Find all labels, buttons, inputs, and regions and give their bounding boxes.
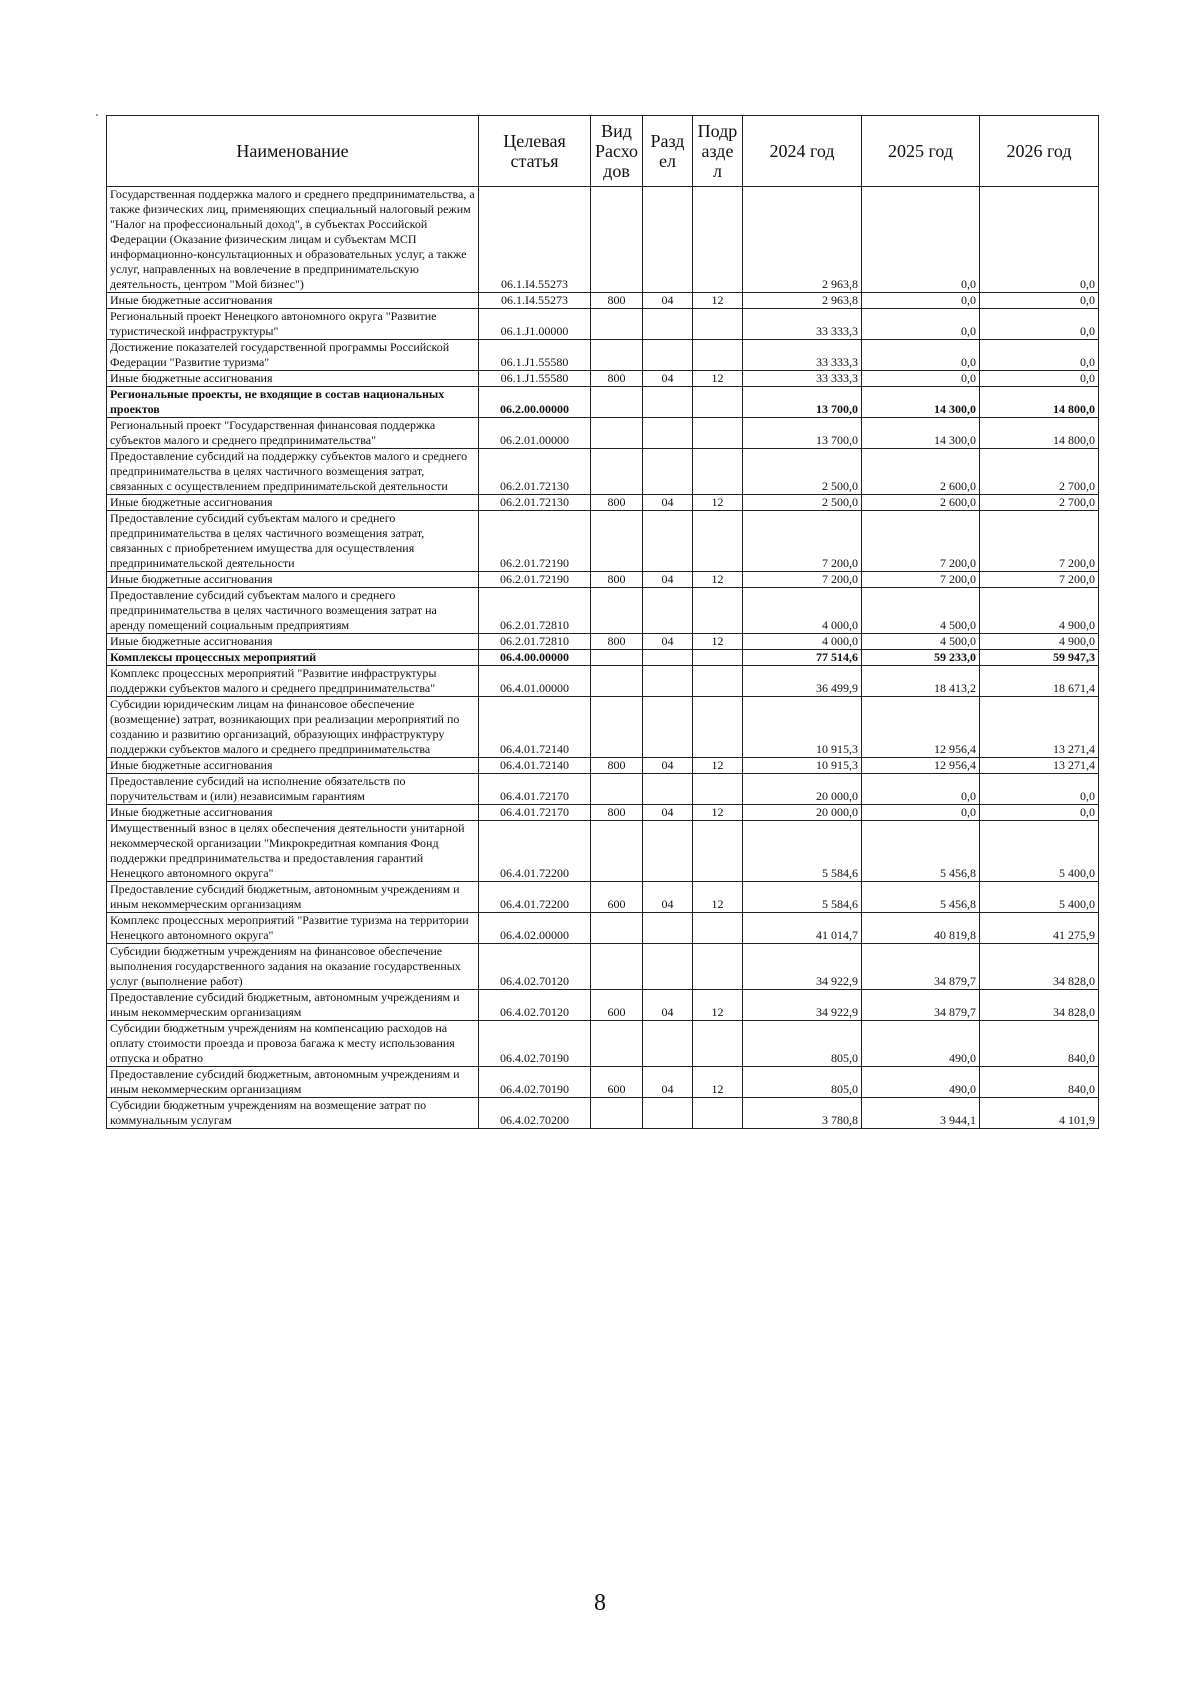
row-name: Имущественный взнос в целях обеспечения деятельности унитарной некоммерческой организации "Микрокредитная компания Фонд поддержки предпринимательства и предоставления гарантий Ненецкого автономного округа" [107,821,479,882]
row-name: Комплексы процессных мероприятий [107,650,479,666]
row-value-2025: 490,0 [862,1021,980,1067]
row-expense-type: 800 [591,495,643,511]
row-section: 04 [643,1067,693,1098]
row-subsection [693,418,743,449]
header-section: Разд ел [643,116,693,187]
row-expense-type [591,309,643,340]
row-section [643,1021,693,1067]
row-subsection [693,913,743,944]
row-name: Предоставление субсидий бюджетным, автономным учреждениям и иным некоммерческим организациям [107,882,479,913]
row-subsection [693,309,743,340]
row-target-code: 06.4.01.72200 [479,821,591,882]
row-value-2024: 77 514,6 [743,650,862,666]
row-value-2026: 0,0 [980,187,1099,293]
row-expense-type: 800 [591,758,643,774]
row-subsection: 12 [693,495,743,511]
row-value-2026: 0,0 [980,805,1099,821]
row-value-2025: 0,0 [862,340,980,371]
row-name: Предоставление субсидий бюджетным, автономным учреждениям и иным некоммерческим организациям [107,1067,479,1098]
row-subsection [693,387,743,418]
row-expense-type: 800 [591,293,643,309]
table-row [107,882,1099,913]
row-value-2025: 3 944,1 [862,1098,980,1129]
row-section [643,774,693,805]
row-section: 04 [643,371,693,387]
row-value-2024: 33 333,3 [743,309,862,340]
row-value-2024: 2 963,8 [743,187,862,293]
table-row [107,650,1099,666]
row-value-2025: 59 233,0 [862,650,980,666]
row-expense-type [591,697,643,758]
header-2026: 2026 год [980,116,1099,187]
row-value-2025: 12 956,4 [862,758,980,774]
row-subsection [693,1098,743,1129]
row-value-2024: 3 780,8 [743,1098,862,1129]
table-row [107,340,1099,371]
row-expense-type [591,944,643,990]
row-value-2024: 20 000,0 [743,805,862,821]
row-target-code: 06.1.J1.55580 [479,371,591,387]
row-target-code: 06.4.01.72140 [479,758,591,774]
row-section: 04 [643,758,693,774]
row-name: Региональный проект Ненецкого автономного округа "Развитие туристической инфраструктуры" [107,309,479,340]
row-section: 04 [643,495,693,511]
row-value-2026: 34 828,0 [980,944,1099,990]
row-value-2024: 4 000,0 [743,588,862,634]
header-name: Наименование [107,116,479,187]
row-target-code: 06.4.01.72170 [479,805,591,821]
row-target-code: 06.2.01.72810 [479,634,591,650]
row-value-2025: 0,0 [862,309,980,340]
table-row [107,449,1099,495]
row-target-code: 06.4.01.72140 [479,697,591,758]
table-row [107,944,1099,990]
row-name: Иные бюджетные ассигнования [107,805,479,821]
row-value-2026: 18 671,4 [980,666,1099,697]
table-row [107,697,1099,758]
row-value-2024: 10 915,3 [743,758,862,774]
row-value-2025: 2 600,0 [862,449,980,495]
row-value-2026: 41 275,9 [980,913,1099,944]
row-target-code: 06.4.01.00000 [479,666,591,697]
table-row [107,821,1099,882]
row-value-2024: 7 200,0 [743,572,862,588]
scan-mark [96,114,98,116]
row-value-2026: 840,0 [980,1021,1099,1067]
row-section [643,309,693,340]
row-value-2026: 13 271,4 [980,758,1099,774]
table-row [107,805,1099,821]
row-subsection: 12 [693,634,743,650]
row-expense-type: 800 [591,805,643,821]
row-target-code: 06.2.01.72810 [479,588,591,634]
row-name: Достижение показателей государственной программы Российской Федерации "Развитие туризма" [107,340,479,371]
row-value-2025: 12 956,4 [862,697,980,758]
row-subsection [693,650,743,666]
row-section [643,418,693,449]
header-2025: 2025 год [862,116,980,187]
row-name: Государственная поддержка малого и среднего предпринимательства, а также физических лиц, применяющих специальный налоговый режим "Налог на профессиональный доход", в субъектах Российской Федерации (Оказание физическим лицам и субъектам МСП информационно-консультационных и образовательных услуг, а также услуг, направленных на вовлечение в предпринимательскую деятельность, центром "Мой бизнес") [107,187,479,293]
row-value-2025: 490,0 [862,1067,980,1098]
table-row [107,511,1099,572]
table-row [107,293,1099,309]
table-row [107,634,1099,650]
row-value-2024: 13 700,0 [743,387,862,418]
row-section [643,588,693,634]
row-expense-type [591,340,643,371]
row-value-2026: 14 800,0 [980,387,1099,418]
row-value-2025: 0,0 [862,293,980,309]
row-value-2024: 7 200,0 [743,511,862,572]
row-expense-type: 600 [591,882,643,913]
row-value-2024: 33 333,3 [743,371,862,387]
row-name: Предоставление субсидий субъектам малого и среднего предпринимательства в целях частичного возмещения затрат на аренду помещений социальным предприятиям [107,588,479,634]
row-value-2025: 7 200,0 [862,511,980,572]
row-expense-type: 800 [591,572,643,588]
row-value-2024: 2 500,0 [743,495,862,511]
row-name: Предоставление субсидий на исполнение обязательств по поручительствам и (или) независимым гарантиям [107,774,479,805]
table-row [107,666,1099,697]
row-value-2025: 14 300,0 [862,387,980,418]
row-value-2024: 2 500,0 [743,449,862,495]
row-section [643,1098,693,1129]
row-expense-type [591,588,643,634]
row-name: Предоставление субсидий на поддержку субъектов малого и среднего предпринимательства в целях частичного возмещения затрат, связанных с осуществлением предпринимательской деятельности [107,449,479,495]
row-value-2024: 33 333,3 [743,340,862,371]
row-value-2025: 7 200,0 [862,572,980,588]
row-section [643,666,693,697]
row-section [643,511,693,572]
row-name: Субсидии бюджетным учреждениям на компенсацию расходов на оплату стоимости проезда и провоза багажа к месту использования отпуска и обратно [107,1021,479,1067]
row-value-2025: 0,0 [862,187,980,293]
header-target: Целевая статья [479,116,591,187]
row-value-2026: 4 900,0 [980,634,1099,650]
row-value-2026: 0,0 [980,774,1099,805]
row-expense-type: 800 [591,371,643,387]
row-name: Региональные проекты, не входящие в состав национальных проектов [107,387,479,418]
row-expense-type [591,418,643,449]
row-value-2024: 36 499,9 [743,666,862,697]
row-subsection [693,774,743,805]
row-section: 04 [643,990,693,1021]
row-value-2026: 840,0 [980,1067,1099,1098]
row-name: Комплекс процессных мероприятий "Развитие туризма на территории Ненецкого автономного округа" [107,913,479,944]
table-row [107,187,1099,293]
row-value-2026: 5 400,0 [980,821,1099,882]
table-row [107,1067,1099,1098]
row-section: 04 [643,634,693,650]
row-value-2026: 13 271,4 [980,697,1099,758]
row-value-2026: 34 828,0 [980,990,1099,1021]
row-value-2026: 2 700,0 [980,495,1099,511]
row-section [643,187,693,293]
row-target-code: 06.2.01.72190 [479,572,591,588]
table-row [107,1021,1099,1067]
row-value-2024: 5 584,6 [743,882,862,913]
row-name: Иные бюджетные ассигнования [107,293,479,309]
table-row [107,1098,1099,1129]
row-value-2024: 41 014,7 [743,913,862,944]
row-value-2025: 4 500,0 [862,588,980,634]
row-target-code: 06.1.I4.55273 [479,187,591,293]
row-section: 04 [643,882,693,913]
row-subsection [693,697,743,758]
row-target-code: 06.4.02.70200 [479,1098,591,1129]
row-value-2025: 4 500,0 [862,634,980,650]
row-expense-type [591,387,643,418]
row-expense-type [591,666,643,697]
row-value-2024: 805,0 [743,1021,862,1067]
row-expense-type [591,449,643,495]
row-subsection [693,821,743,882]
row-expense-type [591,650,643,666]
row-expense-type: 600 [591,1067,643,1098]
row-target-code: 06.1.J1.00000 [479,309,591,340]
row-expense-type [591,187,643,293]
row-value-2025: 34 879,7 [862,944,980,990]
row-subsection [693,666,743,697]
row-target-code: 06.4.01.72200 [479,882,591,913]
row-value-2024: 805,0 [743,1067,862,1098]
row-value-2026: 2 700,0 [980,449,1099,495]
row-expense-type: 800 [591,634,643,650]
row-value-2024: 34 922,9 [743,944,862,990]
row-target-code: 06.4.01.72170 [479,774,591,805]
row-name: Субсидии бюджетным учреждениям на финансовое обеспечение выполнения государственного задания на оказание государственных услуг (выполнение работ) [107,944,479,990]
row-target-code: 06.2.00.00000 [479,387,591,418]
row-target-code: 06.2.01.72190 [479,511,591,572]
row-value-2026: 14 800,0 [980,418,1099,449]
table-row [107,309,1099,340]
row-subsection [693,511,743,572]
row-value-2024: 34 922,9 [743,990,862,1021]
row-value-2025: 40 819,8 [862,913,980,944]
row-value-2025: 5 456,8 [862,821,980,882]
row-value-2026: 0,0 [980,293,1099,309]
row-value-2026: 0,0 [980,340,1099,371]
table-body [107,187,1099,1129]
row-name: Субсидии юридическим лицам на финансовое обеспечение (возмещение) затрат, возникающих при реализации мероприятий по созданию и развитию организаций, образующих инфраструктуру поддержки субъектов малого и среднего предпринимательства [107,697,479,758]
row-expense-type [591,774,643,805]
row-value-2026: 7 200,0 [980,511,1099,572]
row-value-2024: 2 963,8 [743,293,862,309]
row-value-2024: 5 584,6 [743,821,862,882]
table-row [107,913,1099,944]
row-subsection [693,449,743,495]
row-target-code: 06.4.02.70120 [479,990,591,1021]
row-target-code: 06.4.02.70190 [479,1021,591,1067]
row-name: Субсидии бюджетным учреждениям на возмещение затрат по коммунальным услугам [107,1098,479,1129]
table-row [107,758,1099,774]
row-name: Иные бюджетные ассигнования [107,371,479,387]
row-subsection [693,588,743,634]
row-target-code: 06.2.01.72130 [479,495,591,511]
row-value-2026: 4 900,0 [980,588,1099,634]
row-value-2026: 0,0 [980,371,1099,387]
row-target-code: 06.1.J1.55580 [479,340,591,371]
row-name: Иные бюджетные ассигнования [107,495,479,511]
table-row [107,495,1099,511]
table-header-row [107,116,1099,187]
row-subsection [693,944,743,990]
row-section [643,944,693,990]
row-value-2025: 0,0 [862,774,980,805]
row-name: Предоставление субсидий субъектам малого и среднего предпринимательства в целях частичного возмещения затрат, связанных с приобретением имущества для осуществления предпринимательской деятельности [107,511,479,572]
row-subsection: 12 [693,293,743,309]
header-2024: 2024 год [743,116,862,187]
page-number: 8 [594,1590,606,1616]
row-name: Иные бюджетные ассигнования [107,634,479,650]
budget-table [106,115,1099,1129]
table-row [107,990,1099,1021]
row-value-2026: 0,0 [980,309,1099,340]
row-subsection: 12 [693,805,743,821]
row-value-2025: 2 600,0 [862,495,980,511]
row-target-code: 06.2.01.72130 [479,449,591,495]
row-section [643,449,693,495]
row-value-2024: 13 700,0 [743,418,862,449]
table-row [107,371,1099,387]
row-subsection: 12 [693,990,743,1021]
row-name: Иные бюджетные ассигнования [107,572,479,588]
row-value-2026: 59 947,3 [980,650,1099,666]
table-row [107,588,1099,634]
row-value-2025: 0,0 [862,371,980,387]
row-subsection: 12 [693,758,743,774]
row-expense-type [591,821,643,882]
header-expense-type: Вид Расхо дов [591,116,643,187]
row-value-2025: 18 413,2 [862,666,980,697]
row-value-2024: 4 000,0 [743,634,862,650]
row-section: 04 [643,293,693,309]
row-target-code: 06.4.00.00000 [479,650,591,666]
row-section [643,697,693,758]
row-expense-type [591,511,643,572]
row-expense-type [591,1098,643,1129]
row-target-code: 06.4.02.00000 [479,913,591,944]
row-value-2025: 34 879,7 [862,990,980,1021]
row-name: Комплекс процессных мероприятий "Развитие инфраструктуры поддержки субъектов малого и среднего предпринимательства" [107,666,479,697]
row-section [643,650,693,666]
row-value-2026: 5 400,0 [980,882,1099,913]
table-row [107,572,1099,588]
row-value-2024: 20 000,0 [743,774,862,805]
row-section [643,821,693,882]
row-target-code: 06.4.02.70190 [479,1067,591,1098]
table-row [107,774,1099,805]
row-value-2025: 0,0 [862,805,980,821]
row-subsection: 12 [693,572,743,588]
row-subsection: 12 [693,371,743,387]
row-subsection: 12 [693,1067,743,1098]
row-expense-type [591,1021,643,1067]
table-row [107,387,1099,418]
row-name: Иные бюджетные ассигнования [107,758,479,774]
row-section: 04 [643,805,693,821]
row-section [643,340,693,371]
row-subsection [693,187,743,293]
row-section: 04 [643,572,693,588]
table-row [107,418,1099,449]
row-subsection [693,340,743,371]
row-value-2026: 4 101,9 [980,1098,1099,1129]
row-section [643,913,693,944]
row-value-2025: 14 300,0 [862,418,980,449]
row-target-code: 06.2.01.00000 [479,418,591,449]
row-expense-type [591,913,643,944]
row-value-2024: 10 915,3 [743,697,862,758]
row-section [643,387,693,418]
row-target-code: 06.4.02.70120 [479,944,591,990]
row-name: Предоставление субсидий бюджетным, автономным учреждениям и иным некоммерческим организациям [107,990,479,1021]
row-subsection: 12 [693,882,743,913]
row-value-2026: 7 200,0 [980,572,1099,588]
row-expense-type: 600 [591,990,643,1021]
row-value-2025: 5 456,8 [862,882,980,913]
row-target-code: 06.1.I4.55273 [479,293,591,309]
header-subsection: Подр азде л [693,116,743,187]
row-subsection [693,1021,743,1067]
row-name: Региональный проект "Государственная финансовая поддержка субъектов малого и среднего предпринимательства" [107,418,479,449]
